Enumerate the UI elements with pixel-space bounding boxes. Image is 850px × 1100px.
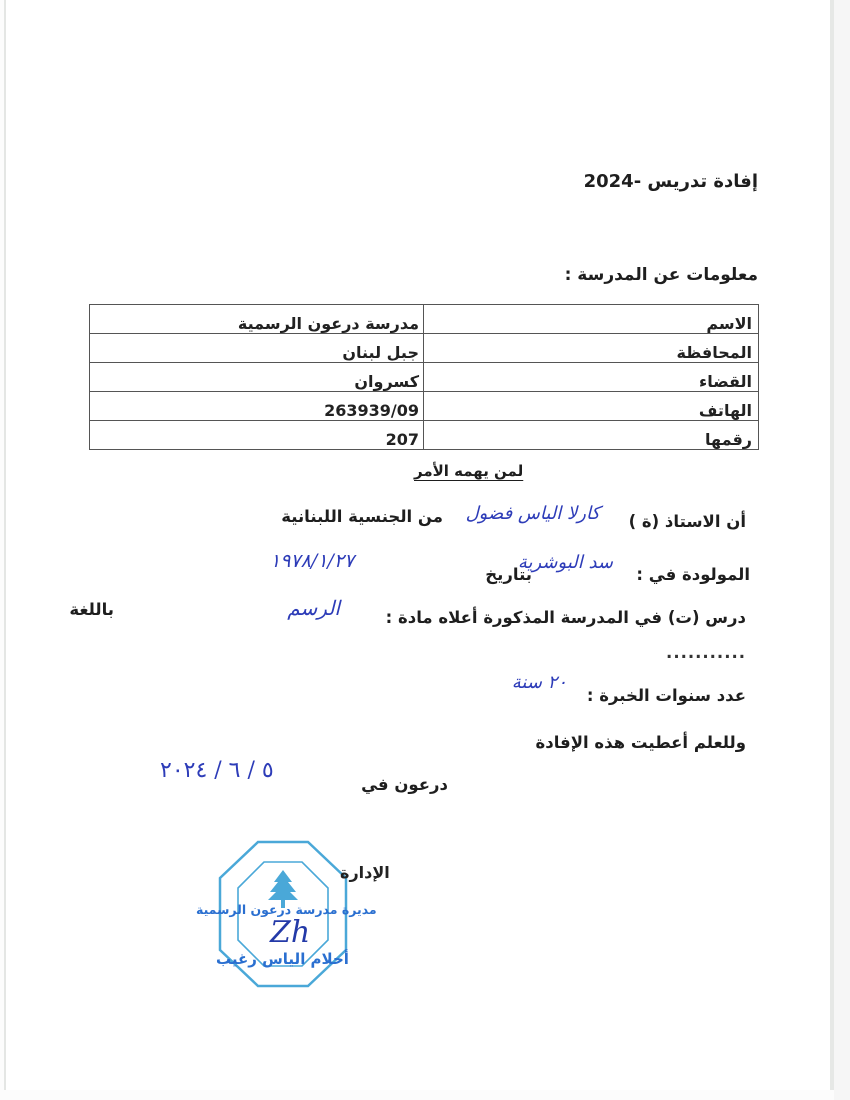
line3-prefix: درس (ت) في المدرسة المذكورة أعلاه مادة : <box>385 608 746 627</box>
row-value: جبل لبنان <box>90 334 424 363</box>
principal-name: أحلام الياس رغيب <box>216 950 349 968</box>
row-value: 207 <box>90 421 424 450</box>
row-label: الهاتف <box>424 392 759 421</box>
handwritten-years: ٢٠ سنة <box>511 672 567 693</box>
line4-prefix: عدد سنوات الخبرة : <box>586 686 746 705</box>
school-info-table <box>89 304 759 450</box>
row-label: القضاء <box>424 363 759 392</box>
line3-suffix: باللغة <box>69 600 114 619</box>
place-date-label: درعون في <box>361 775 448 794</box>
administration-heading: الإدارة <box>340 863 390 882</box>
row-label: الاسم <box>424 305 759 334</box>
line1-suffix: من الجنسية اللبنانية <box>281 507 443 526</box>
school-info-heading: معلومات عن المدرسة : <box>564 265 758 285</box>
line2-prefix: المولودة في : <box>636 565 750 584</box>
to-whom-heading: لمن يهمه الأمر <box>414 462 524 480</box>
row-label: المحافظة <box>424 334 759 363</box>
closing-line: وللعلم أعطيت هذه الإفادة <box>535 733 746 752</box>
handwritten-name: كارلا الياس فضول <box>465 503 600 524</box>
handwritten-subject: الرسم <box>287 596 340 620</box>
line2-middle: بتاريخ <box>485 565 532 584</box>
principal-role: مديرة مدرسة درعون الرسمية <box>196 902 377 917</box>
scan-edge <box>834 0 850 1100</box>
scanned-page <box>4 0 834 1090</box>
line1-prefix: أن الاستاذ (ة ) <box>628 512 746 531</box>
row-value: 263939/09 <box>90 392 424 421</box>
line3-continuation: ........... <box>666 643 746 662</box>
table-row <box>90 421 759 450</box>
table-row <box>90 334 759 363</box>
handwritten-birthdate: ١٩٧٨/١/٢٧ <box>270 550 355 572</box>
table-row <box>90 363 759 392</box>
table-row <box>90 392 759 421</box>
handwritten-issue-date: ٥ / ٦ / ٢٠٢٤ <box>160 758 274 783</box>
row-label: رقمها <box>424 421 759 450</box>
signature-mark: Zh <box>270 915 311 950</box>
handwritten-birthplace: سد البوشرية <box>517 552 613 573</box>
row-value: كسروان <box>90 363 424 392</box>
table-row <box>90 305 759 334</box>
row-value: مدرسة درعون الرسمية <box>90 305 424 334</box>
document-title: إفادة تدريس -2024 <box>583 171 758 192</box>
